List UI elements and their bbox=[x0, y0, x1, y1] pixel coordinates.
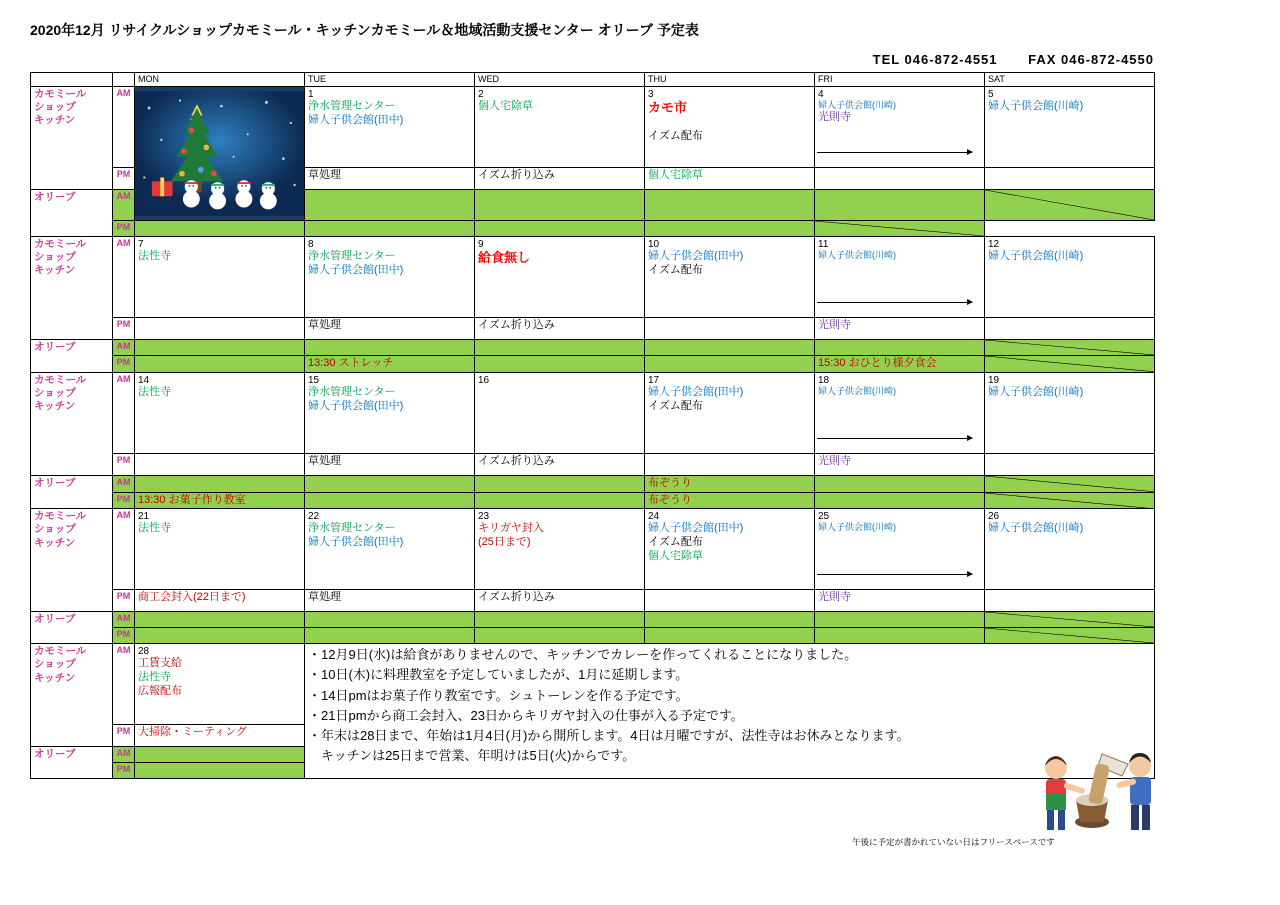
pm-marker: PM bbox=[113, 453, 135, 475]
event-text: 婦人子供会館(田中) bbox=[648, 522, 744, 535]
event-text: 婦人子供会館(川崎) bbox=[818, 385, 896, 396]
row-label-olive-last: オリーブ bbox=[31, 747, 113, 779]
event-text: 光則寺 bbox=[818, 591, 851, 604]
olive-sat-pm bbox=[985, 492, 1155, 509]
cell-thu-3-am bbox=[645, 87, 815, 168]
cell-fri-4-pm bbox=[815, 168, 985, 190]
day-number: 26 bbox=[988, 511, 1000, 523]
cell-wed-2-pm bbox=[475, 168, 645, 190]
event-text: 草処理 bbox=[308, 169, 341, 181]
event-text: キリガヤ封入 bbox=[478, 522, 544, 535]
olive-thu-am bbox=[645, 612, 815, 628]
olive-mon-pm bbox=[135, 492, 305, 509]
day-number: 19 bbox=[988, 374, 1000, 386]
note-line-3: ・21日pmから商工会封入、23日からキリガヤ封入の仕事が入る予定です。 bbox=[308, 707, 744, 723]
day-number: 16 bbox=[478, 374, 490, 386]
pm-marker: PM bbox=[113, 590, 135, 612]
event-text: 布ぞうり bbox=[648, 476, 692, 489]
schedule-table bbox=[30, 72, 1155, 779]
row-label-olive-1: オリーブ bbox=[31, 340, 113, 373]
diagonal-line bbox=[985, 628, 1154, 643]
illustration-people bbox=[1032, 742, 1162, 834]
cell-tue-15-pm bbox=[305, 453, 475, 475]
am-marker-last: AM bbox=[113, 644, 135, 725]
event-text: 大掃除・ミーティング bbox=[138, 726, 247, 739]
event-text: 法性寺 bbox=[138, 385, 171, 398]
day-number: 17 bbox=[648, 374, 660, 386]
cell-fri-18-pm bbox=[815, 453, 985, 475]
event-text: 個人宅除草 bbox=[648, 549, 703, 562]
event-text: 婦人子供会館(川崎) bbox=[818, 250, 896, 260]
day-number: 21 bbox=[138, 511, 150, 523]
day-number: 10 bbox=[648, 239, 660, 250]
note-line-5: キッチンは25日まで営業、年明けは5日(火)からです。 bbox=[308, 747, 636, 763]
olive-mon-am bbox=[135, 340, 305, 356]
olive-pm-marker: PM bbox=[113, 221, 135, 237]
event-text: イズム配布 bbox=[648, 263, 703, 276]
day-number: 11 bbox=[818, 239, 829, 250]
event-text: 布ぞうり bbox=[648, 493, 692, 506]
olive-tue-pm bbox=[305, 356, 475, 373]
cell-thu-10-pm bbox=[645, 318, 815, 340]
week-3-olive-pm-row bbox=[31, 628, 1155, 644]
column-header-wed: WED bbox=[475, 73, 645, 87]
event-text: イズム折り込み bbox=[478, 454, 555, 467]
cell-sat-19-am bbox=[985, 372, 1155, 453]
event-text: 婦人子供会館(田中) bbox=[308, 536, 404, 548]
row-label-kamomile-0: カモミール ショップ キッチン bbox=[31, 87, 113, 190]
diagonal-line bbox=[985, 493, 1154, 509]
olive-thu-pm bbox=[475, 221, 645, 237]
lastweek-am-row bbox=[31, 644, 1155, 725]
week-1-olive-am-row bbox=[31, 340, 1155, 356]
cell-tue-22-pm bbox=[305, 590, 475, 612]
olive-sat-am bbox=[985, 190, 1155, 221]
day-number: 1 bbox=[308, 89, 314, 100]
event-text: 浄水管理センター bbox=[308, 250, 396, 262]
am-marker: AM bbox=[113, 509, 135, 590]
olive-thu-pm bbox=[645, 628, 815, 644]
column-header-thu: THU bbox=[645, 73, 815, 87]
event-text: 浄水管理センター bbox=[308, 100, 396, 112]
diagonal-line bbox=[985, 340, 1154, 355]
event-text: 工賃支給 bbox=[138, 657, 182, 670]
olive-tue-am bbox=[305, 340, 475, 356]
day-number: 22 bbox=[308, 511, 320, 523]
olive-mon-pm-last bbox=[135, 763, 305, 779]
cell-wed-23-pm bbox=[475, 590, 645, 612]
cell-wed-9-am bbox=[475, 237, 645, 318]
day-number: 15 bbox=[308, 374, 320, 386]
am-marker: AM bbox=[113, 372, 135, 453]
week-0-olive-pm-row bbox=[31, 221, 1155, 237]
olive-tue-am bbox=[305, 612, 475, 628]
cell-fri-4-am bbox=[815, 87, 985, 168]
olive-thu-am bbox=[645, 475, 815, 492]
cell-mon-21-pm bbox=[135, 590, 305, 612]
note-line-2: ・14日pmはお菓子作り教室です。シュトーレンを作る予定です。 bbox=[308, 687, 689, 703]
event-text: 13:30 お菓子作り教室 bbox=[138, 493, 246, 506]
event-text: 婦人子供会館(川崎) bbox=[988, 250, 1084, 262]
olive-am-marker: AM bbox=[113, 340, 135, 356]
week-3-am-row bbox=[31, 509, 1155, 590]
cell-thu-17-am bbox=[645, 372, 815, 453]
olive-sat-pm bbox=[985, 628, 1155, 644]
column-header-sat: SAT bbox=[985, 73, 1155, 87]
olive-thu-am bbox=[645, 190, 815, 221]
page-title: 2020年12月 リサイクルショップカモミール・キッチンカモミール＆地域活動支援センター オリーブ 予定表 bbox=[30, 22, 699, 38]
olive-sat-am bbox=[985, 340, 1155, 356]
cell-mon-21-am bbox=[135, 509, 305, 590]
fax-number: FAX 046-872-4550 bbox=[1028, 52, 1154, 67]
row-label-kamomile-last: カモミール ショップ キッチン bbox=[31, 644, 113, 747]
event-text: 光則寺 bbox=[818, 319, 851, 331]
event-text: 個人宅除草 bbox=[478, 100, 533, 112]
event-text: イズム折り込み bbox=[478, 319, 555, 331]
christmas-tree-image bbox=[135, 87, 305, 221]
row-label-olive-3: オリーブ bbox=[31, 612, 113, 644]
event-text: 婦人子供会館(田中) bbox=[648, 250, 744, 262]
event-text: 婦人子供会館(田中) bbox=[308, 399, 404, 412]
event-text: 婦人子供会館(川崎) bbox=[818, 100, 896, 110]
day-number: 23 bbox=[478, 511, 490, 523]
diagonal-line bbox=[985, 190, 1154, 220]
day-number: 18 bbox=[818, 374, 830, 386]
event-text: 13:30 ストレッチ bbox=[308, 357, 394, 369]
day-number: 12 bbox=[988, 239, 1000, 250]
cell-fri-11-pm bbox=[815, 318, 985, 340]
olive-tue-am bbox=[305, 190, 475, 221]
column-header-mon: MON bbox=[135, 73, 305, 87]
diagonal-line bbox=[985, 356, 1154, 372]
corner-cell bbox=[31, 73, 113, 87]
cell-sat-26-am bbox=[985, 509, 1155, 590]
event-text: (25日まで) bbox=[478, 536, 531, 548]
cell-mon-28-pm bbox=[135, 725, 305, 747]
cell-mon-28-am bbox=[135, 644, 305, 725]
row-label-kamomile-3: カモミール ショップ キッチン bbox=[31, 509, 113, 612]
cell-wed-16-pm bbox=[475, 453, 645, 475]
day-number: 2 bbox=[478, 89, 484, 100]
olive-fri-pm bbox=[815, 628, 985, 644]
event-text: 婦人子供会館(川崎) bbox=[988, 100, 1084, 112]
olive-am-marker: AM bbox=[113, 612, 135, 628]
olive-am-marker: AM bbox=[113, 475, 135, 492]
footnote: 午後に予定が書かれていない日はフリースペースです bbox=[852, 837, 1055, 847]
week-1-olive-pm-row bbox=[31, 356, 1155, 373]
olive-pm-marker: PM bbox=[113, 628, 135, 644]
olive-fri-am bbox=[815, 475, 985, 492]
event-text: 光則寺 bbox=[818, 454, 851, 467]
row-label-kamomile-1: カモミール ショップ キッチン bbox=[31, 237, 113, 340]
cell-thu-24-pm bbox=[645, 590, 815, 612]
cell-thu-10-am bbox=[645, 237, 815, 318]
olive-mon-am bbox=[135, 612, 305, 628]
cell-thu-3-pm bbox=[645, 168, 815, 190]
olive-mon-am bbox=[135, 475, 305, 492]
olive-wed-am bbox=[475, 190, 645, 221]
day-number: 8 bbox=[308, 239, 314, 250]
olive-tue-am bbox=[305, 475, 475, 492]
olive-fri-am bbox=[815, 612, 985, 628]
column-header-fri: FRI bbox=[815, 73, 985, 87]
cell-sat-12-pm bbox=[985, 318, 1155, 340]
cell-wed-23-am bbox=[475, 509, 645, 590]
event-text: カモ市 bbox=[648, 100, 688, 115]
cell-sat-5-am bbox=[985, 87, 1155, 168]
week-2-am-row bbox=[31, 372, 1155, 453]
olive-wed-pm bbox=[475, 628, 645, 644]
olive-thu-pm bbox=[645, 492, 815, 509]
olive-pm-marker-last: PM bbox=[113, 763, 135, 779]
note-line-0: ・12月9日(水)は給食がありませんので、キッチンでカレーを作ってくれることになりました。 bbox=[308, 647, 858, 663]
event-text: 広報配布 bbox=[138, 684, 182, 697]
cell-mon-7-am bbox=[135, 237, 305, 318]
olive-mon-am-last bbox=[135, 747, 305, 763]
event-text: 婦人子供会館(川崎) bbox=[988, 522, 1084, 535]
olive-am-marker: AM bbox=[113, 190, 135, 221]
pm-marker-last: PM bbox=[113, 725, 135, 747]
olive-fri-am bbox=[815, 340, 985, 356]
event-text: 法性寺 bbox=[138, 250, 171, 262]
olive-wed-am bbox=[475, 475, 645, 492]
event-text: 婦人子供会館(川崎) bbox=[818, 522, 896, 533]
cell-sat-5-pm bbox=[985, 168, 1155, 190]
table-header-row bbox=[31, 73, 1155, 87]
olive-tue-pm bbox=[305, 628, 475, 644]
olive-fri-pm bbox=[815, 356, 985, 373]
event-text: 15:30 おひとり様夕食会 bbox=[818, 357, 937, 369]
olive-thu-am bbox=[645, 340, 815, 356]
week-3-pm-row bbox=[31, 590, 1155, 612]
olive-wed-pm bbox=[305, 221, 475, 237]
cell-wed-9-pm bbox=[475, 318, 645, 340]
olive-wed-pm bbox=[475, 492, 645, 509]
diagonal-line bbox=[815, 221, 984, 236]
event-text: 婦人子供会館(川崎) bbox=[988, 385, 1084, 398]
week-2-pm-row bbox=[31, 453, 1155, 475]
event-text: イズム配布 bbox=[648, 536, 703, 548]
event-text: 婦人子供会館(田中) bbox=[308, 113, 404, 126]
olive-tue-pm bbox=[135, 221, 305, 237]
notes-block bbox=[305, 644, 1155, 779]
week-0-am-row bbox=[31, 87, 1155, 168]
event-text: イズム配布 bbox=[648, 130, 703, 142]
olive-thu-pm bbox=[645, 356, 815, 373]
cell-mon-7-pm bbox=[135, 318, 305, 340]
olive-pm-marker: PM bbox=[113, 356, 135, 373]
olive-mon-pm bbox=[135, 356, 305, 373]
day-number: 7 bbox=[138, 239, 144, 250]
cell-fri-18-am bbox=[815, 372, 985, 453]
diagonal-line bbox=[985, 476, 1154, 492]
corner-cell-2 bbox=[113, 73, 135, 87]
cell-sat-12-am bbox=[985, 237, 1155, 318]
week-1-pm-row bbox=[31, 318, 1155, 340]
event-text: 光則寺 bbox=[818, 111, 851, 124]
row-label-olive-0: オリーブ bbox=[31, 190, 113, 237]
day-number: 5 bbox=[988, 89, 994, 100]
event-text: 法性寺 bbox=[138, 671, 171, 683]
day-number: 24 bbox=[648, 511, 660, 523]
event-text bbox=[648, 116, 811, 130]
week-2-olive-am-row bbox=[31, 475, 1155, 492]
week-2-olive-pm-row bbox=[31, 492, 1155, 509]
row-label-olive-2: オリーブ bbox=[31, 475, 113, 509]
event-text: 婦人子供会館(田中) bbox=[308, 263, 404, 276]
am-marker: AM bbox=[113, 237, 135, 318]
column-header-tue: TUE bbox=[305, 73, 475, 87]
week-1-am-row bbox=[31, 237, 1155, 318]
event-text: 商工会封入(22日まで) bbox=[138, 591, 246, 604]
olive-wed-am bbox=[475, 340, 645, 356]
event-text: 浄水管理センター bbox=[308, 385, 396, 398]
day-number: 28 bbox=[138, 646, 150, 658]
event-text: 法性寺 bbox=[138, 522, 171, 535]
cell-thu-24-am bbox=[645, 509, 815, 590]
row-label-kamomile-2: カモミール ショップ キッチン bbox=[31, 372, 113, 475]
day-number: 3 bbox=[648, 89, 654, 100]
cell-sat-26-pm bbox=[985, 590, 1155, 612]
day-number: 4 bbox=[818, 89, 824, 100]
contact-info bbox=[847, 52, 1154, 67]
event-text: 浄水管理センター bbox=[308, 522, 396, 535]
olive-am-marker-last: AM bbox=[113, 747, 135, 763]
cell-tue-8-pm bbox=[305, 318, 475, 340]
event-text: 草処理 bbox=[308, 319, 341, 331]
event-text: イズム折り込み bbox=[478, 591, 555, 604]
olive-sat-am bbox=[985, 612, 1155, 628]
cell-sat-19-pm bbox=[985, 453, 1155, 475]
event-text: 給食無し bbox=[478, 250, 531, 265]
event-text: イズム配布 bbox=[648, 399, 703, 412]
week-3-olive-am-row bbox=[31, 612, 1155, 628]
cell-mon-14-pm bbox=[135, 453, 305, 475]
cell-fri-25-pm bbox=[815, 590, 985, 612]
event-text: イズム折り込み bbox=[478, 169, 555, 181]
cell-tue-22-am bbox=[305, 509, 475, 590]
cell-wed-2-am bbox=[475, 87, 645, 168]
olive-sat-am bbox=[985, 475, 1155, 492]
olive-fri-am bbox=[815, 190, 985, 221]
cell-wed-16-am bbox=[475, 372, 645, 453]
event-text: 草処理 bbox=[308, 591, 341, 604]
cell-mon-14-am bbox=[135, 372, 305, 453]
cell-fri-25-am bbox=[815, 509, 985, 590]
event-text: 個人宅除草 bbox=[648, 169, 703, 181]
telephone-number: TEL 046-872-4551 bbox=[872, 52, 998, 67]
event-text: 草処理 bbox=[308, 454, 341, 467]
cell-tue-15-am bbox=[305, 372, 475, 453]
day-number: 14 bbox=[138, 374, 150, 386]
olive-wed-pm bbox=[475, 356, 645, 373]
cell-fri-11-am bbox=[815, 237, 985, 318]
olive-fri-pm bbox=[815, 492, 985, 509]
day-number: 9 bbox=[478, 239, 484, 250]
olive-fri-pm bbox=[645, 221, 815, 237]
am-marker: AM bbox=[113, 87, 135, 168]
olive-wed-am bbox=[475, 612, 645, 628]
olive-mon-pm bbox=[135, 628, 305, 644]
olive-sat-pm bbox=[815, 221, 985, 237]
cell-thu-17-pm bbox=[645, 453, 815, 475]
note-line-4: ・年末は28日まで、年始は1月4日(月)から開所します。4日は月曜ですが、法性寺はお休みとなります。 bbox=[308, 727, 910, 743]
event-text: 婦人子供会館(田中) bbox=[648, 385, 744, 398]
olive-sat-pm bbox=[985, 356, 1155, 373]
olive-pm-marker: PM bbox=[113, 492, 135, 509]
olive-tue-pm bbox=[305, 492, 475, 509]
note-line-1: ・10日(木)に料理教室を予定していましたが、1月に延期します。 bbox=[308, 667, 689, 683]
cell-tue-1-pm bbox=[305, 168, 475, 190]
diagonal-line bbox=[985, 612, 1154, 627]
pm-marker: PM bbox=[113, 318, 135, 340]
cell-tue-1-am bbox=[305, 87, 475, 168]
cell-tue-8-am bbox=[305, 237, 475, 318]
pm-marker: PM bbox=[113, 168, 135, 190]
day-number: 25 bbox=[818, 511, 830, 523]
